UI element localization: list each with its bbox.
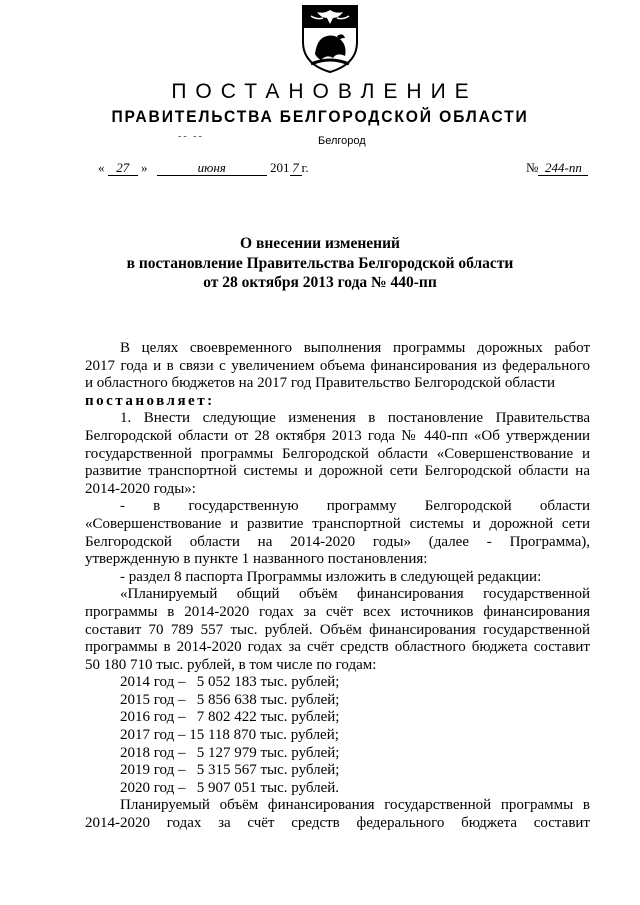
body-line: - в государственную программу Белгородской области — [120, 498, 590, 515]
close-quote: » — [141, 160, 148, 175]
body-line: - раздел 8 паспорта Программы изложить в следующей редакции: — [120, 568, 542, 585]
document-body — [85, 340, 590, 833]
year-amount-line: 2019 год – 5 315 567 тыс. рублей; — [120, 762, 340, 779]
body-line: «Планируемый общий объём финансирования государственной — [120, 586, 590, 603]
city-name: Белгород — [318, 135, 366, 147]
date-field — [98, 160, 309, 176]
body-line: 2017 года и в связи с увеличением объема финансирования из федерального — [85, 357, 590, 374]
date-year-suffix: г. — [301, 160, 309, 175]
subject-line: в постановление Правительства Белгородской области — [126, 254, 514, 272]
body-line: Планируемый объём финансирования государственной программы в — [120, 797, 590, 814]
body-line: В целях своевременного выполнения программы дорожных работ — [120, 340, 590, 356]
subject-line: О внесении изменений — [240, 235, 400, 252]
open-quote: « — [98, 160, 105, 175]
body-line: программы в 2014-2020 годах за счёт средств областного бюджета составит — [85, 639, 590, 656]
document-number — [526, 160, 588, 176]
body-line: «Совершенствование и развитие транспортной системы и дорожной сети — [85, 515, 590, 532]
year-amount-line: 2017 год – 15 118 870 тыс. рублей; — [120, 727, 339, 744]
body-line: утвержденную в пункте 1 названного постановления: — [85, 551, 428, 568]
year-amount-line: 2020 год – 5 907 051 тыс. рублей. — [120, 779, 340, 796]
document-subject — [0, 234, 640, 293]
body-line: 1. Внести следующие изменения в постановление Правительства — [120, 410, 590, 427]
date-year-prefix: 201 — [270, 160, 290, 175]
year-amount-line: 2014 год – 5 052 183 тыс. рублей; — [120, 674, 340, 691]
decree-word: постановляет: — [85, 392, 215, 409]
body-line: составит 70 789 557 тыс. рублей. Объём финансирования государственной — [85, 621, 590, 638]
body-line: 2014-2020 годы»: — [85, 480, 196, 497]
year-amount-line: 2015 год – 5 856 638 тыс. рублей; — [120, 691, 340, 708]
date-month: июня — [157, 161, 267, 176]
subject-line: от 28 октября 2013 года № 440-пп — [203, 274, 437, 291]
body-line: программы в 2014-2020 годах за счёт всех источников финансирования — [85, 603, 590, 620]
date-day: 27 — [108, 161, 138, 176]
number-value: 244-пп — [538, 161, 588, 176]
number-prefix: № — [526, 160, 539, 175]
coat-of-arms-icon — [297, 2, 363, 74]
body-line: 50 180 710 тыс. рублей, в том числе по годам: — [85, 656, 377, 673]
date-year-digit: 7 — [290, 161, 302, 176]
body-line: государственной программы Белгородской области «Совершенствование и — [85, 445, 590, 462]
year-amount-line: 2018 год – 5 127 979 тыс. рублей; — [120, 744, 340, 761]
year-amount-line: 2016 год – 7 802 422 тыс. рублей; — [120, 709, 340, 726]
government-title: ПРАВИТЕЛЬСТВА БЕЛГОРОДСКОЙ ОБЛАСТИ — [111, 107, 529, 126]
body-line: и областного бюджетов на 2017 год Правительство Белгородской области — [85, 375, 556, 392]
body-line: 2014-2020 годах за счёт средств федерального бюджета составит — [85, 815, 590, 832]
body-line: Белгородской области на 2014-2020 годы» (далее - Программа), — [85, 533, 590, 550]
body-line: развитие транспортной системы и дорожной сети Белгородской области на — [85, 463, 590, 480]
scribble-marks: -- -- — [178, 131, 204, 142]
document-type-title: ПОСТАНОВЛЕНИЕ — [171, 80, 478, 103]
body-line: Белгородской области от 28 октября 2013 года № 440-пп «Об утверждении — [85, 427, 590, 444]
